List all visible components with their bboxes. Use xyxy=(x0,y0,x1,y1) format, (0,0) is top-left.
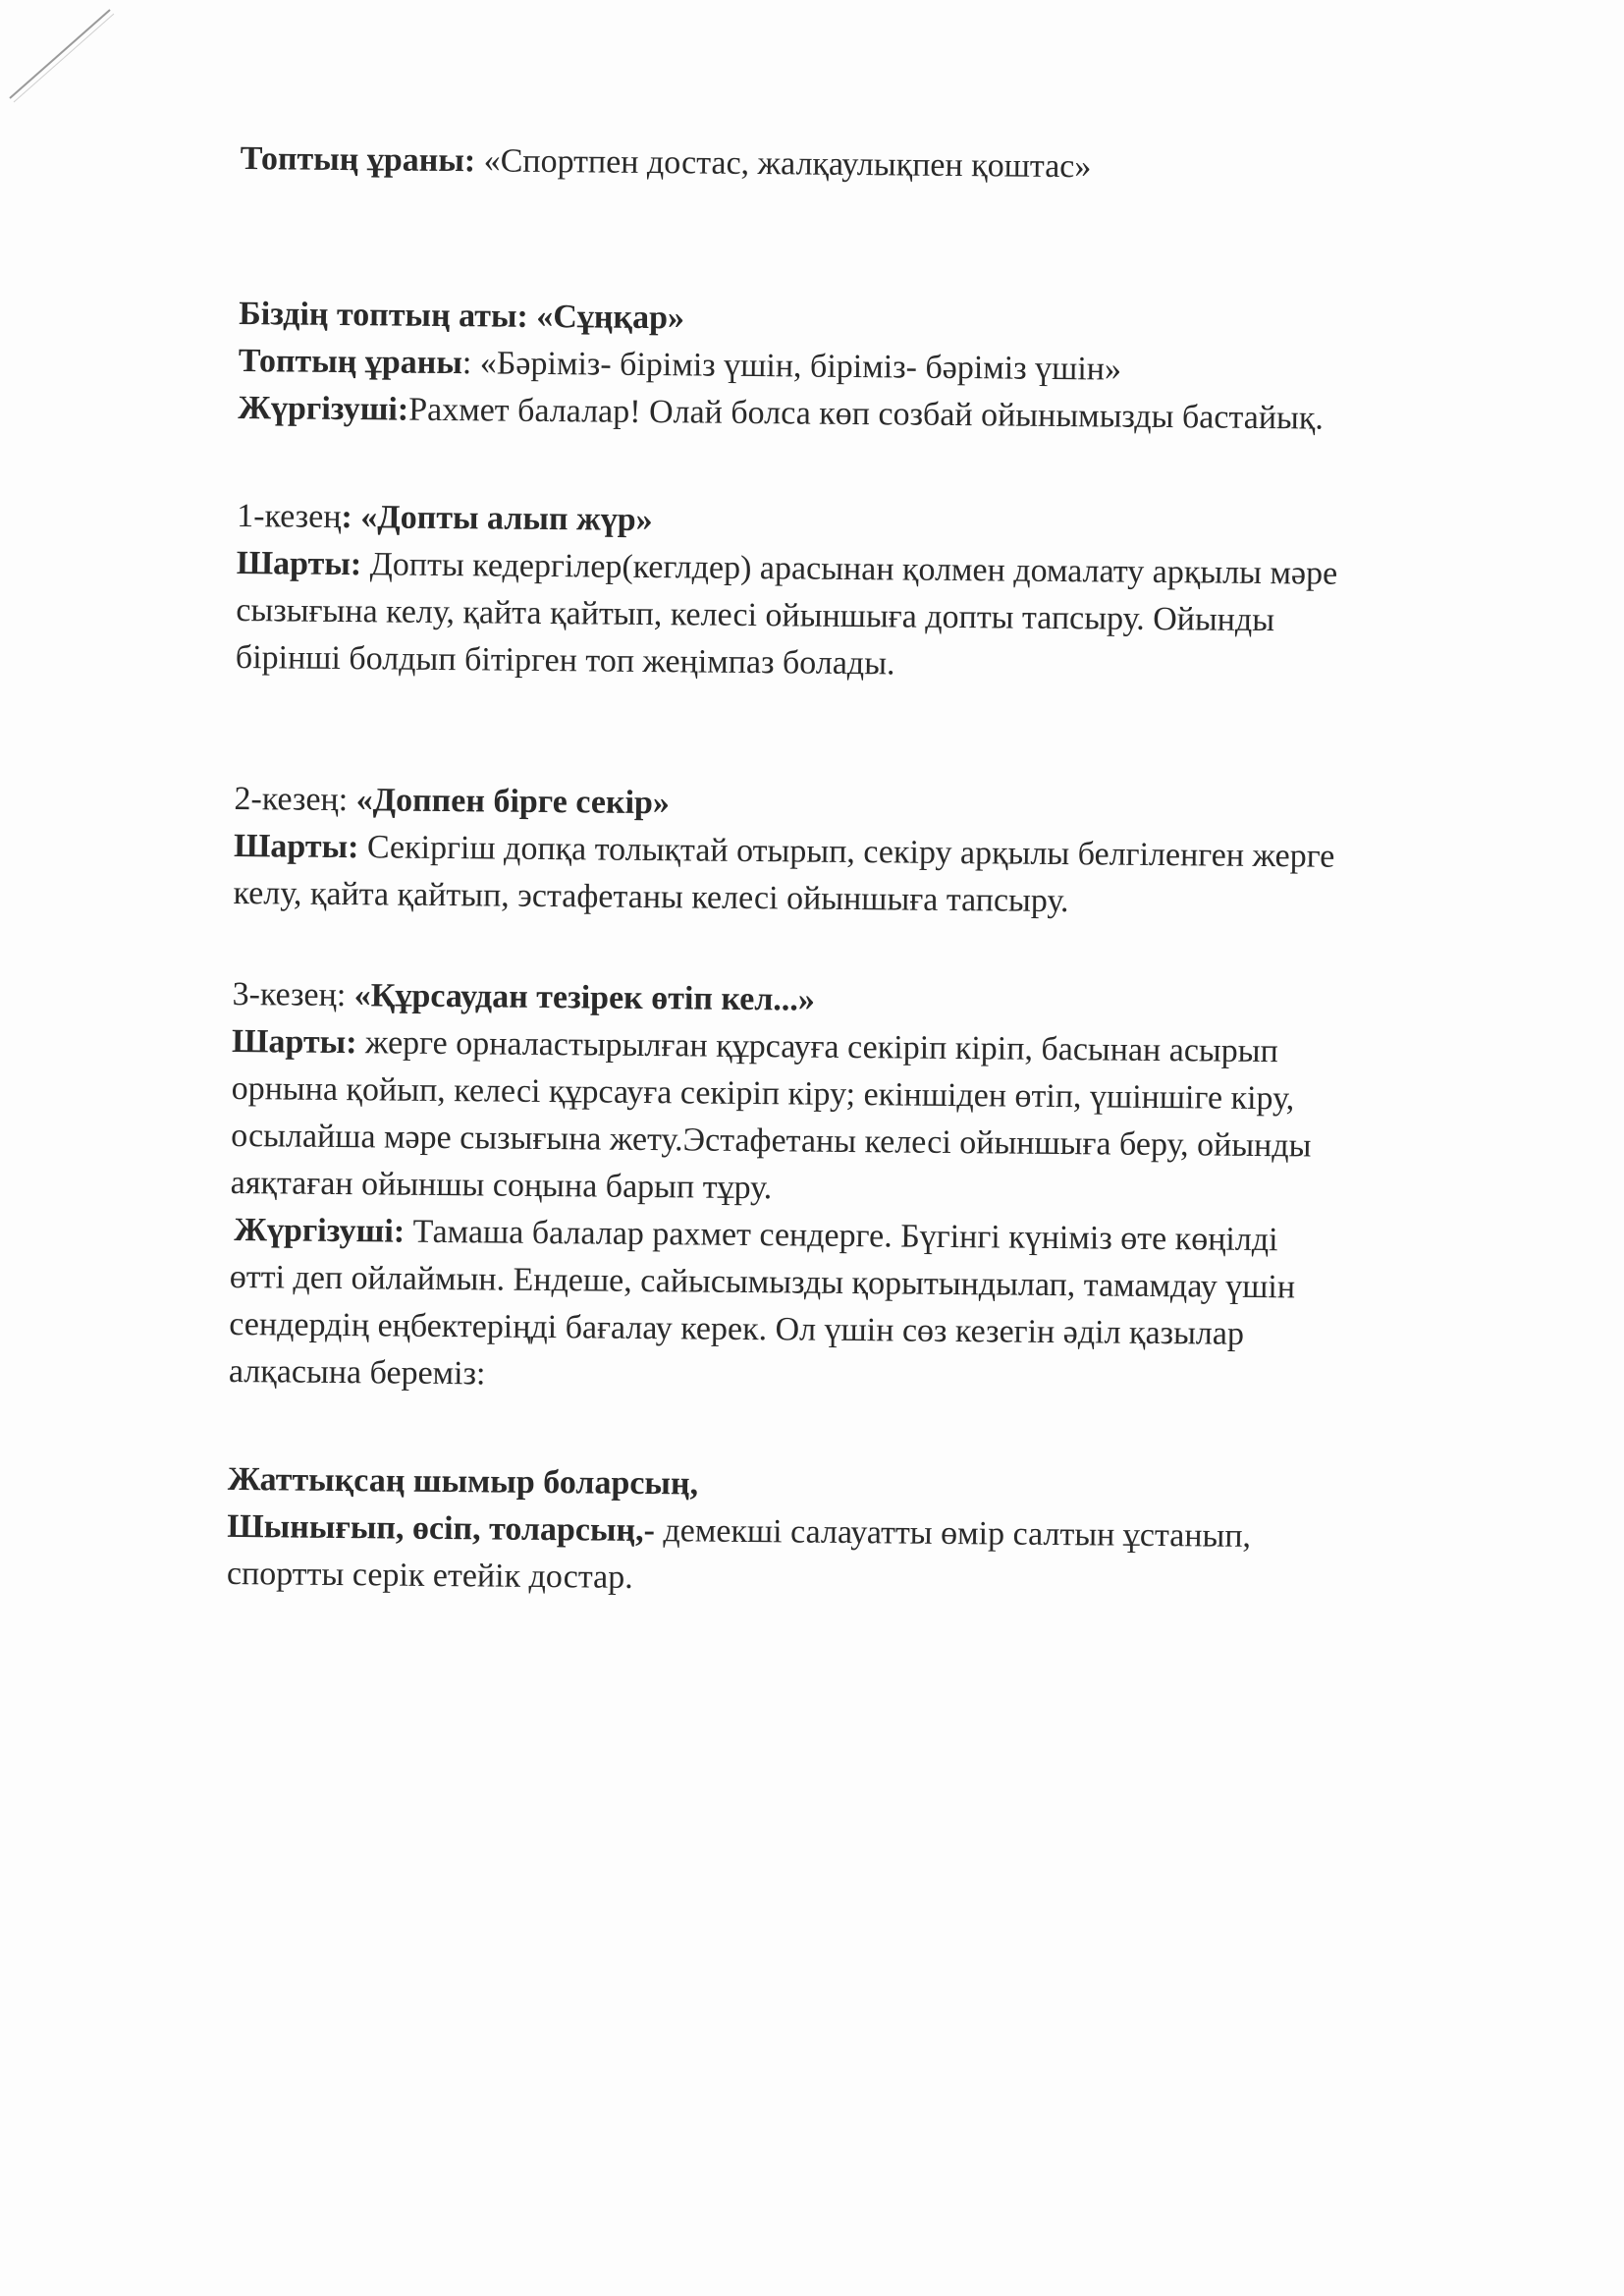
closing xyxy=(227,1456,1534,1611)
closing-line-2-bold: Шынығып, өсіп, толарсың,- xyxy=(227,1507,656,1550)
stage-2-rule-text-1: Секіргіш допқа толықтай отырып, секіру арқылы белгіленген жерге xyxy=(358,829,1335,875)
team-motto-text: : «Бәріміз- біріміз үшін, біріміз- бәріміз үшін» xyxy=(461,345,1122,388)
stage-1-prefix: 1-кезең xyxy=(237,497,342,536)
stage-2-title: «Доппен бірге секір» xyxy=(355,782,671,822)
stage-2-prefix: 2-кезең: xyxy=(234,780,356,819)
team-name-label: Біздің топтың аты: «Сұңқар» xyxy=(239,295,685,337)
stage-1-rule-label: Шарты: xyxy=(236,544,362,583)
stage-1-title: : «Допты алып жүр» xyxy=(341,499,653,539)
host-final-line-3: сендердің еңбектеріңді бағалау керек. Ол үшін сөз кезегін әділ қазылар xyxy=(229,1305,1245,1352)
stage-3-rule-text-1: жерге орналастырылған құрсауға секіріп кіріп, басынан асырып xyxy=(356,1024,1278,1070)
stage-2-rule-line-2: келу, қайта қайтып, эстафетаны келесі ойыншыға тапсыру. xyxy=(233,874,1069,920)
stage-1-rule-line-3: бірінші болдып бітірген топ жеңімпаз болады. xyxy=(235,638,895,683)
scan-corner-mark xyxy=(0,0,137,108)
host-final-text-1: Тамаша балалар рахмет сендерге. Бүгінгі күніміз өте көңілді xyxy=(404,1213,1278,1259)
host-intro-text: Рахмет балалар! Олай болса көп созбай ойынымызды бастайық. xyxy=(407,391,1325,437)
stage-1 xyxy=(236,493,1543,694)
stage-3-rule-line-4: аяқтаған ойыншы соңына барып тұру. xyxy=(230,1164,773,1207)
motto-1 xyxy=(241,136,1546,195)
host-final-label: Жүргізуші: xyxy=(234,1211,406,1250)
stage-2-rule-label: Шарты: xyxy=(233,827,359,866)
closing-line-3: спортты серік етейік достар. xyxy=(226,1555,633,1596)
stage-2 xyxy=(233,776,1540,930)
stage-3-rule-label: Шарты: xyxy=(231,1022,357,1062)
host-final-line-2: өтті деп ойлаймын. Ендеше, сайысымызды қорытындылап, тамамдау үшін xyxy=(229,1258,1296,1306)
stage-3-rule-line-2: орнына қойып, келесі құрсауға секіріп кіру; екіншіден өтіп, үшіншіге кіру, xyxy=(231,1069,1295,1118)
host-intro-label: Жүргізуші: xyxy=(238,389,409,428)
document-body xyxy=(227,136,1546,1611)
host-final xyxy=(229,1207,1537,1408)
host-final-line-4: алқасына береміз: xyxy=(228,1352,486,1393)
closing-line-2-text: демекші салауатты өмір салтын ұстанып, xyxy=(654,1512,1252,1555)
closing-line-1-text: Жаттықсаң шымыр боларсың, xyxy=(227,1460,699,1503)
stage-3-rule-line-3: осылайша мәре сызығына жету.Эстафетаны келесі ойыншыға беру, ойынды xyxy=(231,1117,1312,1165)
stage-1-rule-line-2: сызығына келу, қайта қайтып, келесі ойыншыға допты тапсыру. Ойынды xyxy=(236,591,1275,639)
stage-3-prefix: 3-кезең: xyxy=(232,975,354,1014)
stage-1-rule-text-1: Допты кедергілер(кеглдер) арасынан қолмен домалату арқылы мәре xyxy=(361,546,1338,592)
stage-3 xyxy=(231,971,1539,1220)
team-motto-label: Топтың ұраны xyxy=(238,342,463,382)
motto-1-label: Топтың ұраны: xyxy=(240,139,476,180)
motto-1-text: «Спортпен достас, жалқаулықпен қоштас» xyxy=(475,142,1092,186)
stage-3-title: «Құрсаудан тезірек өтіп кел...» xyxy=(353,977,816,1018)
